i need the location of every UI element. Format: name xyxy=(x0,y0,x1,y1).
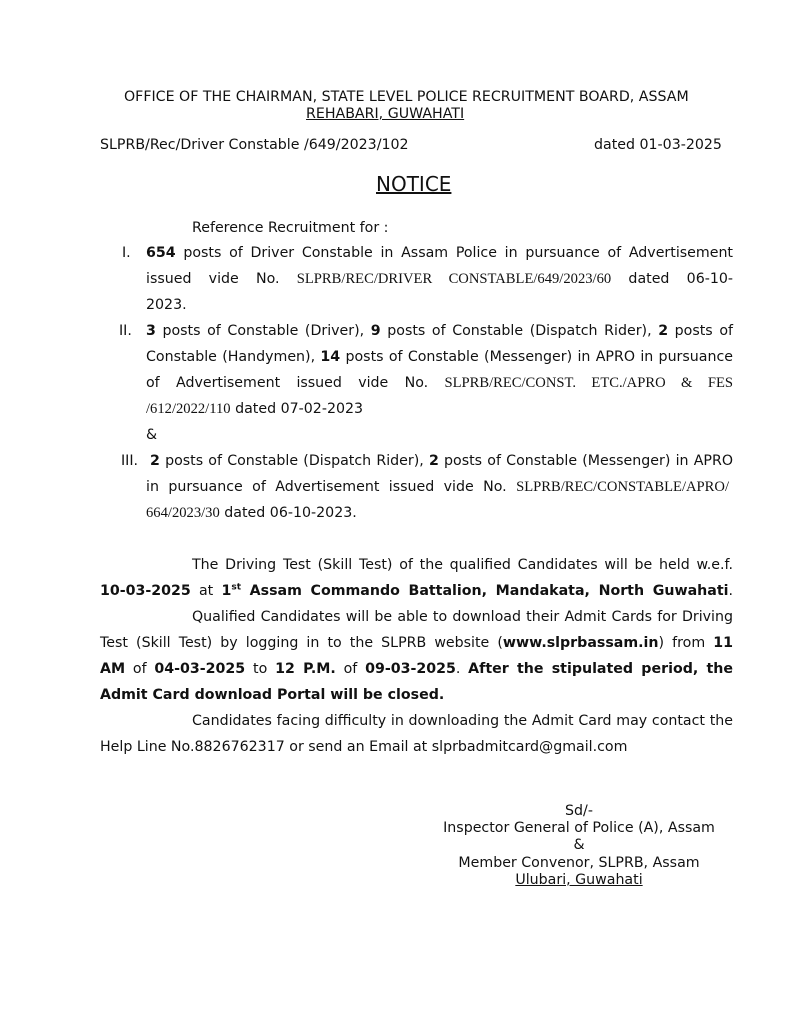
paragraph-line: The Driving Test (Skill Test) of the qualified Candidates will be held w.e.f. xyxy=(192,557,733,573)
signature-sd: Sd/- xyxy=(565,803,593,819)
item-line: issued vide No. SLPRB/REC/DRIVER CONSTABLE/649/2023/60 dated 06-10- xyxy=(146,271,734,287)
item-line: 2023. xyxy=(146,297,187,313)
website-link: www.slprbassam.in xyxy=(502,635,659,651)
signature-designation: Member Convenor, SLPRB, Assam xyxy=(458,855,700,871)
item-line: of Advertisement issued vide No. SLPRB/REC/CONST. ETC./APRO & FES xyxy=(146,375,734,391)
item-line: 3 posts of Constable (Driver), 9 posts of Constable (Dispatch Rider), 2 posts of xyxy=(146,323,733,339)
item-numeral: I. xyxy=(122,245,131,261)
paragraph-line: Qualified Candidates will be able to download their Admit Cards for Driving xyxy=(192,609,733,625)
paragraph-line: 10-03-2025 at 1st Assam Commando Battalion, Mandakata, North Guwahati. xyxy=(100,582,733,599)
item-line: 2 posts of Constable (Dispatch Rider), 2 posts of Constable (Messenger) in APRO xyxy=(150,453,733,469)
item-line: in pursuance of Advertisement issued vide No. SLPRB/REC/CONSTABLE/APRO/ xyxy=(146,479,729,495)
office-heading: OFFICE OF THE CHAIRMAN, STATE LEVEL POLICE RECRUITMENT BOARD, ASSAM xyxy=(124,89,689,105)
signature-designation: Inspector General of Police (A), Assam xyxy=(443,820,715,836)
item-line: & xyxy=(146,427,158,443)
paragraph-line: AM of 04-03-2025 to 12 P.M. of 09-03-2025. After the stipulated period, the xyxy=(100,661,733,677)
item-line: /612/2022/110 dated 07-02-2023 xyxy=(146,401,364,417)
office-place: REHABARI, GUWAHATI xyxy=(306,106,465,122)
paragraph-line: Candidates facing difficulty in downloading the Admit Card may contact the xyxy=(192,713,733,729)
paragraph-line: Help Line No.8826762317 or send an Email at slprbadmitcard@gmail.com xyxy=(100,739,628,755)
item-numeral: III. xyxy=(121,453,139,469)
page-title: NOTICE xyxy=(376,172,452,196)
notice-date: dated 01-03-2025 xyxy=(594,137,722,153)
item-numeral: II. xyxy=(119,323,132,339)
paragraph-line: Admit Card download Portal will be closed. xyxy=(100,687,445,703)
item-line: Constable (Handymen), 14 posts of Constable (Messenger) in APRO in pursuance xyxy=(146,349,733,365)
item-line: 654 posts of Driver Constable in Assam Police in pursuance of Advertisement xyxy=(146,245,733,261)
reference-intro: Reference Recruitment for : xyxy=(192,220,389,236)
paragraph-line: Test (Skill Test) by logging in to the SLPRB website (www.slprbassam.in) from 11 xyxy=(100,635,734,651)
reference-number: SLPRB/Rec/Driver Constable /649/2023/102 xyxy=(100,137,409,153)
signature-place: Ulubari, Guwahati xyxy=(515,872,643,888)
item-line: 664/2023/30 dated 06-10-2023. xyxy=(146,505,357,521)
signature-ampersand: & xyxy=(573,837,585,853)
